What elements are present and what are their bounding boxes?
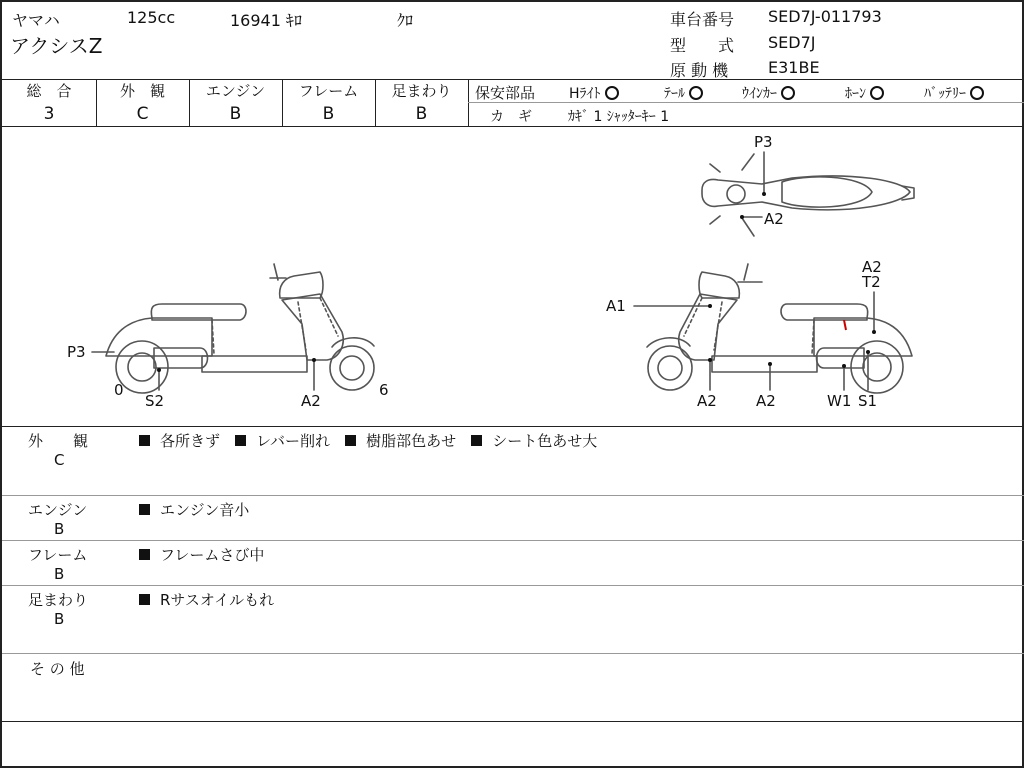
divider (2, 495, 1024, 496)
diagram-label: S1 (858, 392, 878, 410)
bullet-square-icon (345, 435, 356, 446)
note-item: レバー削れ (235, 430, 330, 451)
safety-item-label: ﾎｰﾝ (845, 86, 866, 102)
safety-item-label: ﾊﾞｯﾃﾘｰ (924, 86, 966, 102)
section-title-suspension: 足まわり (28, 591, 89, 609)
diagram-label: A2 (756, 392, 776, 410)
grade-value: B (322, 104, 335, 124)
section-grade-exterior: C (54, 451, 65, 469)
note-item: Rサスオイルもれ (139, 589, 274, 610)
red-mark (844, 320, 846, 330)
grade-value: 3 (43, 104, 55, 124)
diagram-label: 6 (379, 381, 389, 399)
safety-item-label: ﾃｰﾙ (664, 86, 685, 102)
note-item: シート色あせ大 (471, 430, 597, 451)
grade-label: 総 合 (26, 82, 72, 100)
section-notes-exterior (139, 430, 607, 451)
divider (2, 585, 1024, 586)
grade-label: 外 観 (119, 82, 165, 100)
diagram-label: T2 (862, 273, 881, 291)
divider (2, 540, 1024, 541)
section-notes-engine (139, 499, 259, 520)
diagram-label: A1 (606, 297, 626, 315)
grade-value: B (415, 104, 428, 124)
diagram-label: S2 (145, 392, 165, 410)
diagram-label: A2 (697, 392, 717, 410)
safety-item-label: ｳｲﾝｶｰ (742, 86, 777, 102)
section-grade-suspension: B (54, 610, 65, 628)
note-item: エンジン音小 (139, 499, 249, 520)
section-title-frame: フレーム (28, 546, 88, 564)
section-grade-engine: B (54, 520, 65, 538)
section-title-engine: エンジン (28, 501, 88, 519)
engine-value: E31BE (768, 58, 820, 77)
diagram-label: A2 (301, 392, 321, 410)
grade-value: B (229, 104, 242, 124)
note-item: フレームさび中 (139, 544, 264, 565)
key-value: ｶｷﾞ 1 ｼｬｯﾀｰｷｰ 1 (568, 109, 670, 125)
note-item: 各所きず (139, 430, 220, 451)
diagram-label: A2 (764, 210, 784, 228)
scooter-top-view-icon (702, 154, 914, 236)
bullet-square-icon (471, 435, 482, 446)
divider (2, 721, 1024, 722)
diagram-label: P3 (754, 133, 773, 151)
diagram-label: P3 (67, 343, 86, 361)
note-item: 樹脂部色あせ (345, 430, 456, 451)
section-notes-frame (139, 544, 274, 565)
grade-label: 足まわり (391, 82, 452, 100)
bullet-square-icon (139, 594, 150, 605)
bullet-square-icon (139, 549, 150, 560)
safety-item-label: Hﾗｲﾄ (569, 86, 601, 102)
section-notes-suspension (139, 589, 284, 610)
displacement: 125cc (127, 8, 176, 27)
scooter-left-view-icon (106, 264, 374, 393)
bullet-square-icon (139, 435, 150, 446)
frame-label: 車台番号 (670, 10, 735, 29)
safety-title: 保安部品 (475, 84, 536, 102)
divider (2, 653, 1024, 654)
type-value: SED7J (768, 33, 816, 52)
diagram-label: W1 (827, 392, 852, 410)
key-label: カ ギ (490, 109, 532, 125)
grade-label: エンジン (205, 82, 266, 100)
section-title-other: そ の 他 (30, 660, 85, 678)
section-grade-frame: B (54, 565, 65, 583)
type-label: 型 式 (670, 36, 735, 55)
diagram-label: 0 (114, 381, 124, 399)
bullet-square-icon (235, 435, 246, 446)
section-title-exterior: 外 観 (28, 432, 89, 450)
engine-label: 原 動 機 (670, 61, 729, 80)
mileage: 16941 ｷﾛ (230, 11, 302, 30)
grade-value: C (136, 104, 149, 124)
maker: ヤマハ (12, 11, 60, 30)
model-name: アクシスZ (10, 34, 103, 58)
frame-value: SED7J-011793 (768, 7, 882, 26)
diagram-label: A2 (862, 258, 882, 276)
bullet-square-icon (139, 504, 150, 515)
grade-label: フレーム (298, 82, 359, 100)
color: ｸﾛ (397, 11, 414, 30)
